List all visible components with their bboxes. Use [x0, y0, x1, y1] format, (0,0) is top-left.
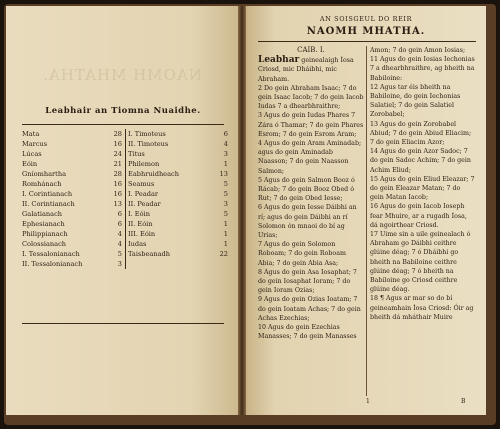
verse-text: geinealaigh Íosa Criosd, mic Dháibhi, mic Abraham. [258, 57, 354, 83]
verse [370, 175, 476, 203]
verse [370, 46, 476, 55]
book-name: Iudas [128, 240, 147, 248]
chapter-count: 4 [223, 140, 228, 148]
chapter-count: 3 [223, 150, 228, 158]
verse [258, 84, 364, 112]
chapter-count: 1 [223, 220, 228, 228]
contents-bottom-rule [22, 323, 224, 324]
chapter-count: 1 [223, 240, 228, 248]
verse [370, 55, 476, 83]
contents-entry [128, 149, 228, 159]
verse [370, 83, 476, 120]
contents-title: Leabhair an Tiomna Nuaidhe. [45, 106, 201, 116]
contents-entry [22, 229, 122, 239]
book-name: Gníomhartha [22, 170, 67, 178]
contents-entry [22, 239, 122, 249]
verse [370, 294, 476, 322]
book-name: Titus [128, 150, 145, 158]
contents-entry [128, 199, 228, 209]
chapter-count: 13 [219, 170, 228, 178]
book-name: II. Tessalonianach [22, 260, 83, 268]
verse-text: 17 Uime sin a uile geinealach ó Abraham go Dáibhi ceithre glúine déag; 7 ó Dháibhi go bheith na Babiloine ceithre glúine déag; 7 ó bheith na Babiloine go Criosd ceithre glúine déag. [370, 231, 471, 294]
verse [258, 295, 364, 323]
contents-column-1 [22, 129, 126, 269]
contents-entry [22, 169, 122, 179]
book-name: II. Timoteus [128, 140, 169, 148]
chapter-count: 5 [117, 250, 122, 258]
chapter-heading: CAIB. I. [297, 46, 325, 54]
verse [370, 230, 476, 294]
chapter-count: 1 [223, 230, 228, 238]
book-name: Galatianach [22, 210, 63, 218]
contents-entry [128, 249, 228, 259]
contents-entry [128, 139, 228, 149]
verse-text: 13 Agus do gein Zorobabel Abiud; 7 do gein Abiud Eliacim; 7 do gein Eliacim Azor; [370, 120, 472, 147]
chapter-count: 6 [117, 220, 122, 228]
verse [370, 147, 476, 175]
verse [258, 111, 364, 139]
header-rule [258, 41, 476, 42]
left-page [6, 6, 238, 415]
contents-entry [22, 259, 122, 269]
right-page [246, 6, 486, 415]
book-name: Marcus [22, 140, 48, 148]
book-gutter [238, 6, 246, 415]
running-head: AN SOISGEUL DO REIR [319, 15, 413, 23]
verse-text: 12 Agus tar éis bheith na Babiloine, do gein Iechonias Salatiel; 7 do gein Salatiel Zorobabel; [370, 83, 461, 119]
chapter-count: 21 [113, 160, 122, 168]
chapter-count: 28 [113, 170, 122, 178]
column-divider [366, 46, 367, 396]
verse [258, 323, 364, 341]
verse [370, 120, 476, 148]
chapter-count: 28 [113, 130, 122, 138]
contents-entry [22, 249, 122, 259]
chapter-count: 5 [223, 180, 228, 188]
contents-entry [128, 159, 228, 169]
chapter-count: 5 [223, 210, 228, 218]
chapter-count: 3 [117, 260, 122, 268]
contents-entry [22, 129, 122, 139]
verse-text: 7 Agus do gein Solomon Roboam; 7 do gein Roboam Abia; 7 do gein Abia Asa; [258, 241, 346, 267]
text-column-1 [258, 46, 364, 342]
book-name: II. Corintianach [22, 200, 75, 208]
contents-entry [128, 129, 228, 139]
contents-entry [22, 139, 122, 149]
book-name: Taisbeanadh [128, 250, 171, 258]
book-name: Eabhruidheach [128, 170, 179, 178]
verse [258, 176, 364, 204]
contents-entry [22, 179, 122, 189]
chapter-count: 24 [113, 150, 122, 158]
page-footer-number: 1 [366, 398, 370, 405]
book-name: Seamus [128, 180, 155, 188]
contents-entry [128, 229, 228, 239]
verse-text: 11 Agus do gein Iosias Iechonias 7 a dhearbhraithre, ag bheith na Babiloine: [370, 56, 475, 82]
chapter-count: 5 [223, 190, 228, 198]
text-column-2 [370, 46, 476, 322]
chapter-count: 22 [219, 250, 228, 258]
contents-entry [128, 239, 228, 249]
chapter-count: 1 [223, 160, 228, 168]
gospel-title: NAOMH MHATHA. [306, 26, 426, 37]
chapter-count: 6 [117, 210, 122, 218]
contents-entry [128, 169, 228, 179]
chapter-count: 16 [113, 190, 122, 198]
chapter-count: 4 [117, 230, 122, 238]
book-name: Mata [22, 130, 40, 138]
contents-entry [22, 209, 122, 219]
contents-entry [22, 219, 122, 229]
book-name: I. Corintianach [22, 190, 73, 198]
chapter-count: 3 [223, 200, 228, 208]
book-name: III. Eóin [128, 230, 156, 238]
verse-text: 10 Agus do gein Ezechias Manasses; 7 do gein Manasses [258, 324, 357, 341]
book-name: Colossianach [22, 240, 67, 248]
contents-entry [22, 149, 122, 159]
signature-mark: B [461, 398, 466, 405]
verse-text: Amon; 7 do gein Amon Iosias; [370, 47, 466, 54]
verse-text: 16 Agus do gein Iacob Ioseph fear Mhuire, ar a rugadh Íosa, dá ngoirthear Criosd. [370, 203, 467, 229]
book-name: Eóin [22, 160, 38, 168]
show-through-text: NAOMH MHATHA. [42, 66, 202, 84]
contents-entry [128, 189, 228, 199]
contents-entry [22, 199, 122, 209]
book-name: II. Peadar [128, 200, 161, 208]
verse-text: 14 Agus do gein Azor Sadoc; 7 do gein Sadoc Achim; 7 do gein Achim Eliud; [370, 148, 471, 174]
chapter-count: 16 [113, 180, 122, 188]
verse [370, 202, 476, 230]
verse [258, 240, 364, 268]
book-name: Philippianach [22, 230, 68, 238]
verse-text: 4 Agus do gein Aram Aminadab; agus do gein Aminadab Naasson; 7 do gein Naasson Salmon; [258, 140, 362, 175]
verse [258, 268, 364, 296]
verse-text: 18 ¶ Agus ar mar so do bí geineamhain Íosa Criosd: Óir ag bheith dá mháthair Muire [370, 295, 474, 321]
verse [258, 139, 364, 176]
book-name: I. Eóin [128, 210, 150, 218]
chapter-count: 4 [117, 240, 122, 248]
contents-top-rule [22, 124, 224, 125]
contents-entry [128, 219, 228, 229]
contents-column-2 [128, 129, 228, 259]
chapter-count: 16 [113, 140, 122, 148]
book-name: Romhánach [22, 180, 62, 188]
book-name: Ephesianach [22, 220, 65, 228]
verse-text: 9 Agus do gein Ozias Ioatam; 7 do gein Ioatam Achas; 7 do gein Achas Ezechias; [258, 296, 361, 322]
verse-text: 15 Agus do gein Eliud Eleazar; 7 do gein Eleazar Matan; 7 do gein Matan Iacob; [370, 175, 475, 202]
book-name: Lúcas [22, 150, 42, 158]
contents-entry [128, 179, 228, 189]
verse [258, 203, 364, 240]
verse [258, 56, 364, 84]
chapter-count: 6 [223, 130, 228, 138]
book-name: I. Tessalonianach [22, 250, 80, 258]
verse-text: 6 Agus do gein Iesse Dáibhi an rí; agus do gein Dáibhi an rí Solomon ón mnaoi do bí ag Urias; [258, 204, 357, 240]
opening-word: Leabhar [258, 55, 300, 66]
verse-text: 2 Do gein Abraham Isaac; 7 do gein Isaac Iacob; 7 do gein Iacob Iudas 7 a dhearbhraithre; [258, 84, 364, 111]
chapter-count: 13 [113, 200, 122, 208]
book-name: I. Peadar [128, 190, 159, 198]
verse-text: 5 Agus do gein Salmon Booz ó Rácab; 7 do gein Booz Obed ó Rut; 7 do gein Obed Iesse; [258, 176, 355, 203]
contents-entry [22, 189, 122, 199]
contents-entry [22, 159, 122, 169]
book-name: II. Eóin [128, 220, 153, 228]
book-name: I. Timoteus [128, 130, 166, 138]
book-name: Philemon [128, 160, 160, 168]
verse-text: 3 Agus do gein Iudas Phares 7 Zára ó Thamar; 7 do gein Phares Esrom; 7 do gein Esrom Aram; [258, 112, 364, 138]
contents-entry [128, 209, 228, 219]
verse-text: 8 Agus do gein Asa Iosaphat; 7 do gein Iosaphat Ioram; 7 do gein Ioram Ozias; [258, 268, 357, 295]
